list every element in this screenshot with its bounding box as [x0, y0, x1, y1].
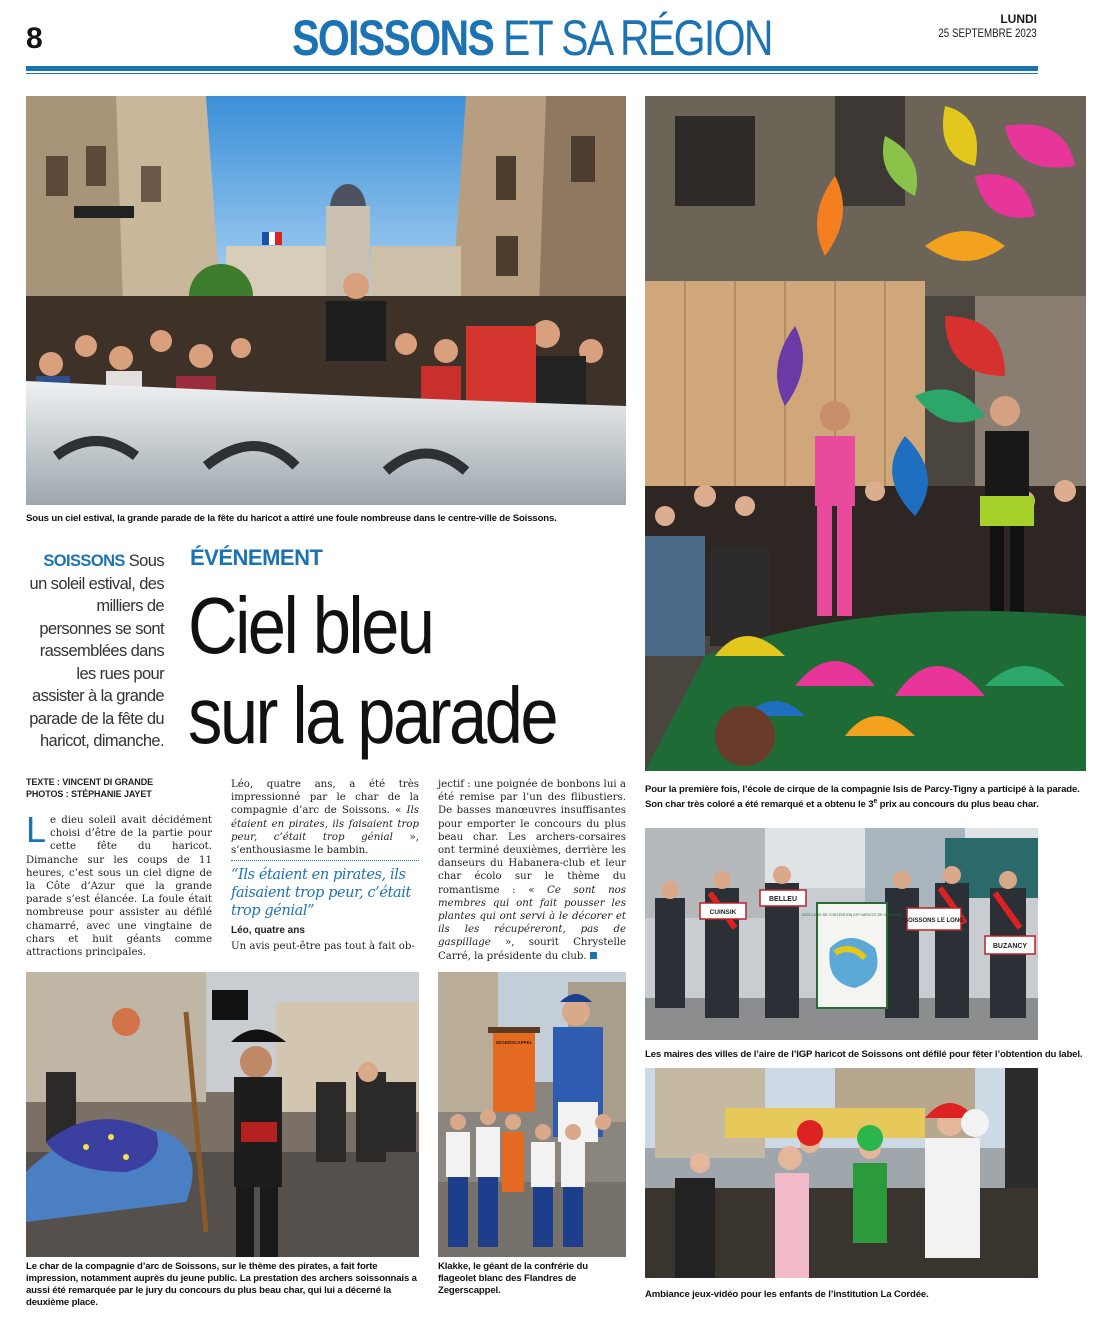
article-col-3-b: », sourit Chrystelle Carré, la présidente du club.: [438, 937, 626, 962]
header-rule: [26, 66, 1038, 71]
page-number: 8: [26, 22, 43, 55]
caption-circus-sup: e: [873, 798, 878, 805]
lede-text: Sous un soleil estival, des milliers de personnes se sont rassemblées dans les rues pour assister à la grande parade de la fête du haricot, dimanche.: [29, 552, 164, 750]
caption-pirates: Le char de la compagnie d’arc de Soissons, sur le thème des pirates, a fait forte impression, notamment auprès du jeune public. La prestation des archers soissonnais a aussi été remarquée par le jury du concours du plus beau char, qui lui a décerné la deuxième place.: [26, 1261, 417, 1308]
photo-banner-belleu: BELLEU: [769, 896, 797, 903]
section-title-rest: ET SA RÉGION: [502, 10, 772, 66]
article-col-3: [438, 778, 626, 963]
article-col-2-a: Léo, quatre ans, a été très impressionné par le char de la compagnie d’arc de Soissons. «: [231, 779, 419, 817]
end-mark-icon: [590, 952, 597, 959]
article-col-2-italic: Ils étaient en pirates, ils faisaient trop peur, c’était trop génial: [231, 805, 419, 843]
lede-city: SOISSONS: [43, 552, 125, 570]
photo-circus-float: [645, 96, 1086, 771]
kicker: ÉVÉNEMENT: [190, 545, 323, 570]
header-date: 25 SEPTEMBRE 2023: [938, 28, 1037, 40]
article-col-2-b: », s’enthousiasme le bambin.: [231, 831, 419, 857]
section-title-bold: SOISSONS: [292, 10, 494, 66]
photo-sign-title: 2023 L’AIRE DE L’OBTENTION IGP HARICOT DE SOISSONS: [801, 913, 903, 917]
photo-mayors: [645, 828, 1038, 1040]
article-col-3-italic: Ce sont nos membres qui ont fait pousser les plantes qui ont servi à le décorer et ils les récupéreront, pas de gaspillage: [438, 884, 626, 949]
caption-circus-2b: prix au concours du plus beau char.: [877, 799, 1039, 811]
article-col-2-end: Un avis peut-être pas tout à fait ob-: [231, 941, 415, 952]
credit-text: TEXTE : VINCENT DI GRANDE: [26, 777, 154, 787]
caption-klakke: Klakke, le géant de la confrérie du flageolet blanc des Flandres de Zegerscappel.: [438, 1261, 588, 1296]
quote-attribution: Léo, quatre ans: [231, 925, 305, 936]
caption-ambiance: Ambiance jeux-vidéo pour les enfants de l’institution La Cordée.: [645, 1289, 929, 1300]
photo-street-parade: [26, 96, 626, 505]
photo-ambiance: [645, 1068, 1038, 1278]
article-col-3-a: jectif : une poignée de bonbons lui a été remise par l’un des flibustiers. De basses manœuvres insuffisantes pour emporter le concours du plus beau char. Les archers-corsaires ont terminé deuxièmes, derrière les danseurs du Habanera-club et leur char écolo sur le thème du romantisme : «: [438, 779, 626, 896]
caption-circus-2: [645, 796, 1085, 811]
article-col-2: [231, 778, 419, 857]
photo-banner-soissons: SOISSONS LE LONG: [904, 918, 964, 924]
photo-banner-buzancy: BUZANCY: [992, 943, 1028, 950]
caption-top: Sous un ciel estival, la grande parade de la fête du haricot a attiré une foule nombreuse dans le centre-ville de Soissons.: [26, 513, 557, 524]
article-col-1: [26, 809, 212, 959]
caption-circus-2a: Son char très coloré a été remarqué et a obtenu le 3: [645, 799, 874, 811]
caption-maires: Les maires des villes de l’aire de l’IGP haricot de Soissons ont défilé pour fêter l’obtention du label.: [645, 1049, 1083, 1060]
pull-quote: “Ils étaient en pirates, ils faisaient trop peur, c’était trop génial”: [231, 867, 411, 919]
credit-photos: PHOTOS : STÉPHANIE JAYET: [26, 789, 152, 799]
dropcap: L: [26, 809, 47, 850]
headline-line1: Ciel bleu: [188, 581, 433, 670]
caption-circus-1: Pour la première fois, l’école de cirque de la compagnie Isis de Parcy-Tigny a participé à la parade.: [645, 784, 1080, 795]
photo-pirates: [26, 972, 419, 1257]
photo-flag-text: ZEGERSCAPPEL: [495, 1040, 533, 1045]
photo-klakke: [438, 972, 626, 1257]
article-col-1-text: e dieu soleil avait décidément choisi d’être de la partie pour cette fête du haricot. Dimanche sur les coups de 11 heures, c’est sous un ciel digne de la Côte d’Azur que la grande parade s’est élancée. La foule était nombreuse pour assister au défilé chamarré, avec une vingtaine de chars et huit géants comme attractions principales.: [26, 815, 212, 959]
section-title: [96, 10, 968, 66]
header-day: LUNDI: [1000, 12, 1037, 26]
quote-rule: [231, 860, 419, 861]
headline-line2: sur la parade: [188, 671, 557, 760]
header-rule-thin: [26, 73, 1038, 74]
photo-banner-cuinsik: CUINSIK: [709, 909, 737, 916]
lede: [26, 550, 164, 753]
